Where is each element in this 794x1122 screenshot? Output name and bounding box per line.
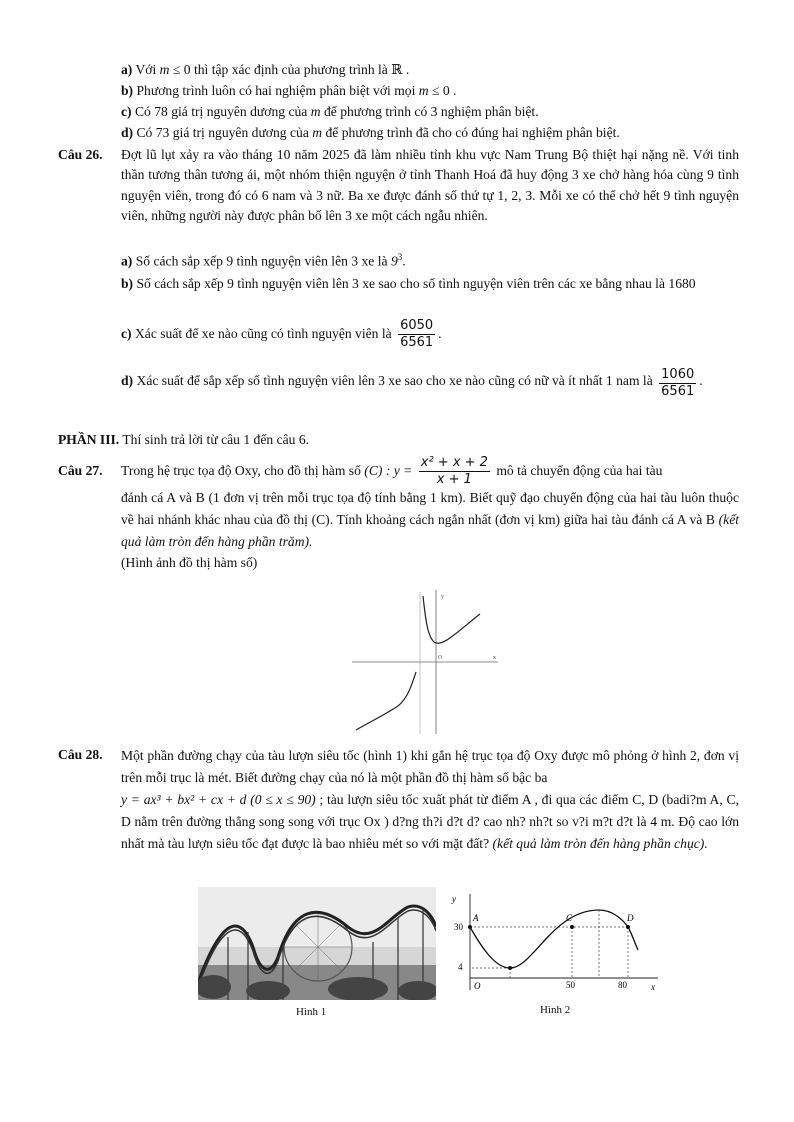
x-axis-label: x bbox=[651, 982, 655, 992]
origin-label: O bbox=[474, 981, 481, 991]
fraction: $\frac{6050}{6561}$ bbox=[400, 318, 434, 351]
cubic-graph bbox=[448, 890, 664, 1000]
hyperbola-graph bbox=[352, 588, 500, 736]
y-axis-label: y bbox=[441, 594, 444, 600]
q26-option-a: a) Số cách sắp xếp 9 tình nguyện viên lên 3 xe là $9^3$. bbox=[121, 252, 406, 269]
q25-option-d: d) Có 73 giá trị nguyên dương của m để phương trình đã cho có đúng hai nghiệm phân biệt. bbox=[121, 125, 620, 140]
label-d: D bbox=[627, 913, 634, 923]
left-branch-curve bbox=[356, 672, 416, 730]
q25-option-c: c) Có 78 giá trị nguyên dương của m để phương trình có 3 nghiệm phân biệt. bbox=[121, 104, 539, 119]
q25-option-a: a) Với m ≤ 0 thì tập xác định của phương trình là ℝ . bbox=[121, 62, 410, 77]
origin-label: O bbox=[438, 655, 443, 661]
right-branch-curve bbox=[423, 596, 480, 643]
cubic-curve bbox=[470, 910, 638, 968]
figure-2-caption: Hình 2 bbox=[540, 1004, 571, 1016]
tick-80: 80 bbox=[618, 980, 627, 990]
y-axis-label: y bbox=[452, 894, 456, 904]
point-a bbox=[468, 925, 472, 929]
label-a: A bbox=[473, 913, 479, 923]
graph-caption: (Hình ảnh đồ thị hàm số) bbox=[121, 554, 258, 570]
fraction: $\frac{1060}{6561}$ bbox=[661, 367, 695, 400]
question-27: Câu 27. Trong hệ trục tọa độ Oxy, cho đồ thị hàm số (C) : y = $\frac{\text{x² + x + 2}}{x + 1}$ mô tả chuyển động của hai tàu đánh cá A và B (1 đơn vị trên mỗi trục tọa độ tính bằng 1 km). Biết quỹ đạo chuyển động của hai tàu luôn thuộc về hai nhánh khác nhau của đồ thị (C). Tính khoảng cách ngắn nhất (đơn vị km) giữa hai tàu đánh cá A và B (kết quả làm tròn đến hàng phần trăm). (Hình ảnh đồ thị hàm số) bbox=[58, 455, 739, 573]
question-26 bbox=[58, 145, 739, 227]
question-28: Câu 28. Một phần đường chạy của tàu lượn siêu tốc (hình 1) khi gắn hệ trục tọa độ Oxy được mô phỏng ở hình 2, đơn vị trên mỗi trục là mét. Biết đường chạy của nó là một phần đồ thị hàm số bậc ba y = ax³ + bx² + cx + d (0 ≤ x ≤ 90) ; tàu lượn siêu tốc xuất phát từ điểm A , đi qua các điểm C, D (badi?m A, C, D nằm trên đường thẳng song song với trục Ox ) d?ng th?i d?t d? cao nh? nh?t so v?i m?t d?t là 4 m. Độ cao lớn nhất mà tàu lượn siêu tốc đạt được là bao nhiêu mét so với mặt đất? (kết quả làm tròn đến hàng phần chục). bbox=[58, 747, 739, 852]
point-min bbox=[508, 966, 512, 970]
q25-option-b: b) Phương trình luôn có hai nghiệm phân biệt với mọi m ≤ 0 . bbox=[121, 83, 457, 98]
q26-option-d: d) Xác suất để sắp xếp số tình nguyện viên lên 3 xe sao cho xe nào cũng có nữ và ít nhất 1 nam là $\frac{1060}{6561}$ . bbox=[121, 367, 703, 400]
point-c bbox=[570, 925, 574, 929]
q26-option-b: b) Số cách sắp xếp 9 tình nguyện viên lên 3 xe sao cho số tình nguyện viên trên các xe bằng nhau là 1680 bbox=[121, 276, 696, 291]
tick-50: 50 bbox=[566, 980, 575, 990]
q26-option-c: c) Xác suất để xe nào cũng có tình nguyện viên là $\frac{6050}{6561}$ . bbox=[121, 318, 442, 351]
question-text: Đợt lũ lụt xảy ra vào tháng 10 năm 2025 đã làm nhiều tỉnh khu vực Nam Trung Bộ thiệt hại nặng nề. Với tinh thần tương thân tương ái, một nhóm thiện nguyện ở tỉnh Thanh Hoá đã huy động 3 xe chở hàng hóa cùng 9 tình nguyện viên, trong đó có 6 nam và 3 nữ. Ba xe được đánh số thứ tự 1, 2, 3. Mỗi xe có thể chở hết 9 tình nguyện viên, những người này được phân bố lên 3 xe một cách ngẫu nhiên. bbox=[121, 147, 739, 224]
tick-30: 30 bbox=[454, 922, 463, 932]
x-axis-label: x bbox=[493, 655, 496, 661]
point-d bbox=[626, 925, 630, 929]
part-3-heading: PHẦN III. Thí sinh trả lời từ câu 1 đến câu 6. bbox=[58, 432, 310, 447]
question-label: Câu 26. bbox=[58, 147, 103, 162]
figure-1-caption: Hình 1 bbox=[296, 1006, 327, 1018]
label-c: C bbox=[566, 913, 573, 923]
roller-coaster-photo bbox=[198, 887, 436, 1000]
tick-4: 4 bbox=[458, 962, 463, 972]
